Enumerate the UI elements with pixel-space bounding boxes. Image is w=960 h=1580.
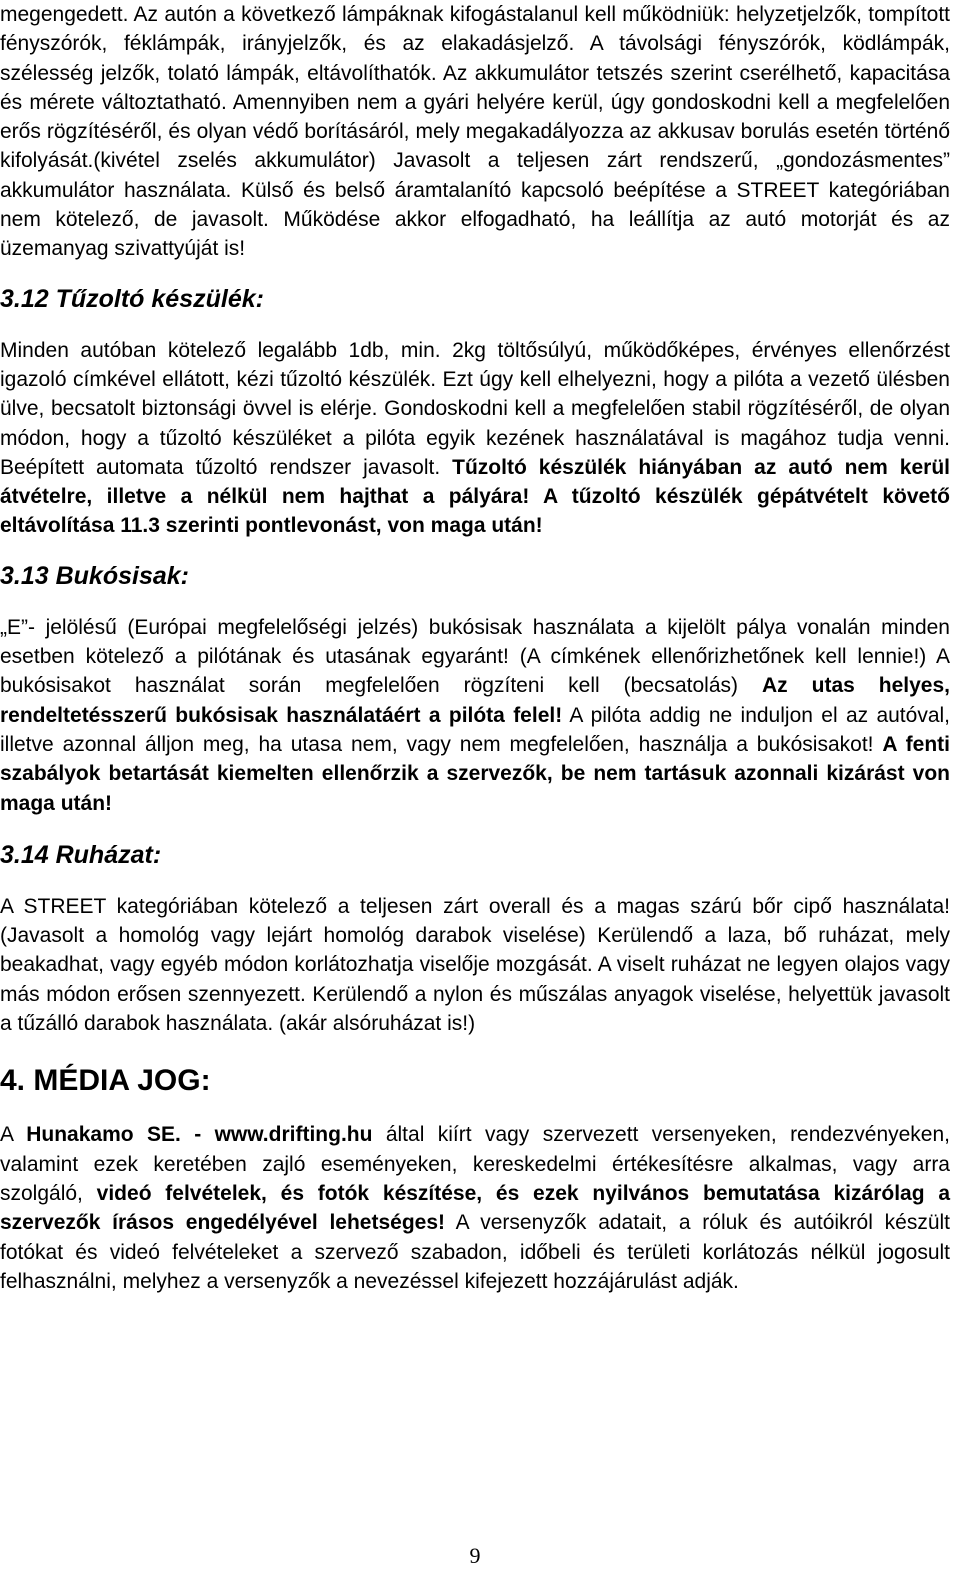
text-run: „E”- jelölésű (Európai megfelelőségi jelzés) bukósisak használata a kijelölt pálya vonalán minden esetben kötelező a pilótának és utasának egyaránt! (A címkének ellenőrizhetőnek kell lennie!) A bukósisakot használat során megfelelően rögzíteni kell (becsatolás) <box>0 615 950 698</box>
section-heading-helmet: 3.13 Bukósisak: <box>0 561 189 590</box>
text-run: A <box>0 1123 27 1147</box>
paragraph-media-rights <box>0 1120 950 1296</box>
text-run: A STREET kategóriában kötelező a teljesen zárt overall és a magas szárú bőr cipő használata! (Javasolt a homológ vagy lejárt homológ darabok viselése) Kerülendő a laza, bő ruházat, mely beakadhat, vagy egyéb módon korlátozhatja viselője mozgását. A viselt ruházat ne legyen olajos vagy más módon erősen szennyezett. Kerülendő a nylon és műszálas anyagok viselése, helyettük javasolt a tűzálló darabok használata. (akár alsóruházat is!) <box>0 894 950 1036</box>
paragraph-helmet <box>0 613 950 818</box>
text-run: megengedett. Az autón a következő lámpáknak kifogástalanul kell működniük: helyzetjelzők, tompított fényszórók, féklámpák, irányjelzők, és az elakadásjelző. A távolsági fényszórók, ködlámpák, szélesség jelzők, tolató lámpák, eltávolíthatók. Az akkumulátor tetszés szerint cserélhető, kapacitása és mérete változtatható. Amennyiben nem a gyári helyére kerül, úgy gondoskodni kell a megfelelően erős rögzítéséről, és olyan védő borításáról, mely megakadályozza az akkusav borulás esetén történő kifolyását.(kivétel zselés akkumulátor) Javasolt a teljesen zárt rendszerű, „gondozásmentes” akkumulátor használata. Külső és belső áramtalanító kapcsoló beépítése a STREET kategóriában nem kötelező, de javasolt. Működése akkor elfogadható, ha leállítja az autó motorját és az üzemanyag szivattyúját is! <box>0 3 950 261</box>
section-heading-media-rights: 4. MÉDIA JOG: <box>0 1064 211 1098</box>
bold-text-run: Tűzoltó készülék hiányában az autó nem kerül átvételre, illetve a nélkül nem hajthat a pályára! A tűzoltó készülék gépátvételt követő eltávolítása 11.3 szerinti pontlevonást, von maga után! <box>0 455 950 538</box>
section-heading-clothing: 3.14 Ruházat: <box>0 840 162 869</box>
paragraph-battery-rules <box>0 0 950 264</box>
text-run: Minden autóban kötelező legalább 1db, min. 2kg töltősúlyú, működőképes, érvényes ellenőrzést igazoló címkével ellátott, kézi tűzoltó készülék. Ezt úgy kell elhelyezni, hogy a pilóta a vezető ülésben ülve, becsatolt biztonsági övvel is elérje. Gondoskodni kell a megfelelően stabil rögzítéséről, de olyan módon, hogy a tűzoltó készüléket a pilóta egyik kezének használatával is magához tudja venni. Beépített automata tűzoltó rendszer javasolt. <box>0 338 950 479</box>
page-number: 9 <box>469 1543 481 1568</box>
bold-text-run: A fenti szabályok betartását kiemelten ellenőrzik a szervezők, be nem tartásuk azonnali kizárást von maga után! <box>0 732 950 815</box>
bold-text-run: Hunakamo SE. - www.drifting.hu <box>26 1123 373 1147</box>
text-run: A versenyzők adatait, a róluk és autóikról készült fotókat és videó felvételeket a szervező szabadon, időbeli és területi korlátozás nélkül jogosult felhasználni, melyhez a versenyzők a nevezéssel kifejezett hozzájárulást adják. <box>0 1211 950 1293</box>
paragraph-fire-extinguisher <box>0 336 950 541</box>
paragraph-clothing <box>0 892 950 1038</box>
text-run: A pilóta addig ne induljon el az autóval, illetve azonnal álljon meg, ha utasa nem, vagy nem megfelelően, használja a bukósisakot! <box>0 703 951 756</box>
text-run: által kiírt vagy szervezett versenyeken, rendezvényeken, valamint ezek keretében zajló eseményeken, kereskedelmi értékesítésre alkalmas, vagy arra szolgáló, <box>0 1123 951 1205</box>
bold-text-run: videó felvételek, és fotók készítése, és ezek nyilvános bemutatása kizárólag a szervezők írásos engedélyével lehetséges! <box>0 1181 950 1235</box>
bold-text-run: Az utas helyes, rendeltetésszerű bukósisak használatáért a pilóta felel! <box>0 674 951 727</box>
section-heading-fire-extinguisher: 3.12 Tűzoltó készülék: <box>0 284 264 313</box>
